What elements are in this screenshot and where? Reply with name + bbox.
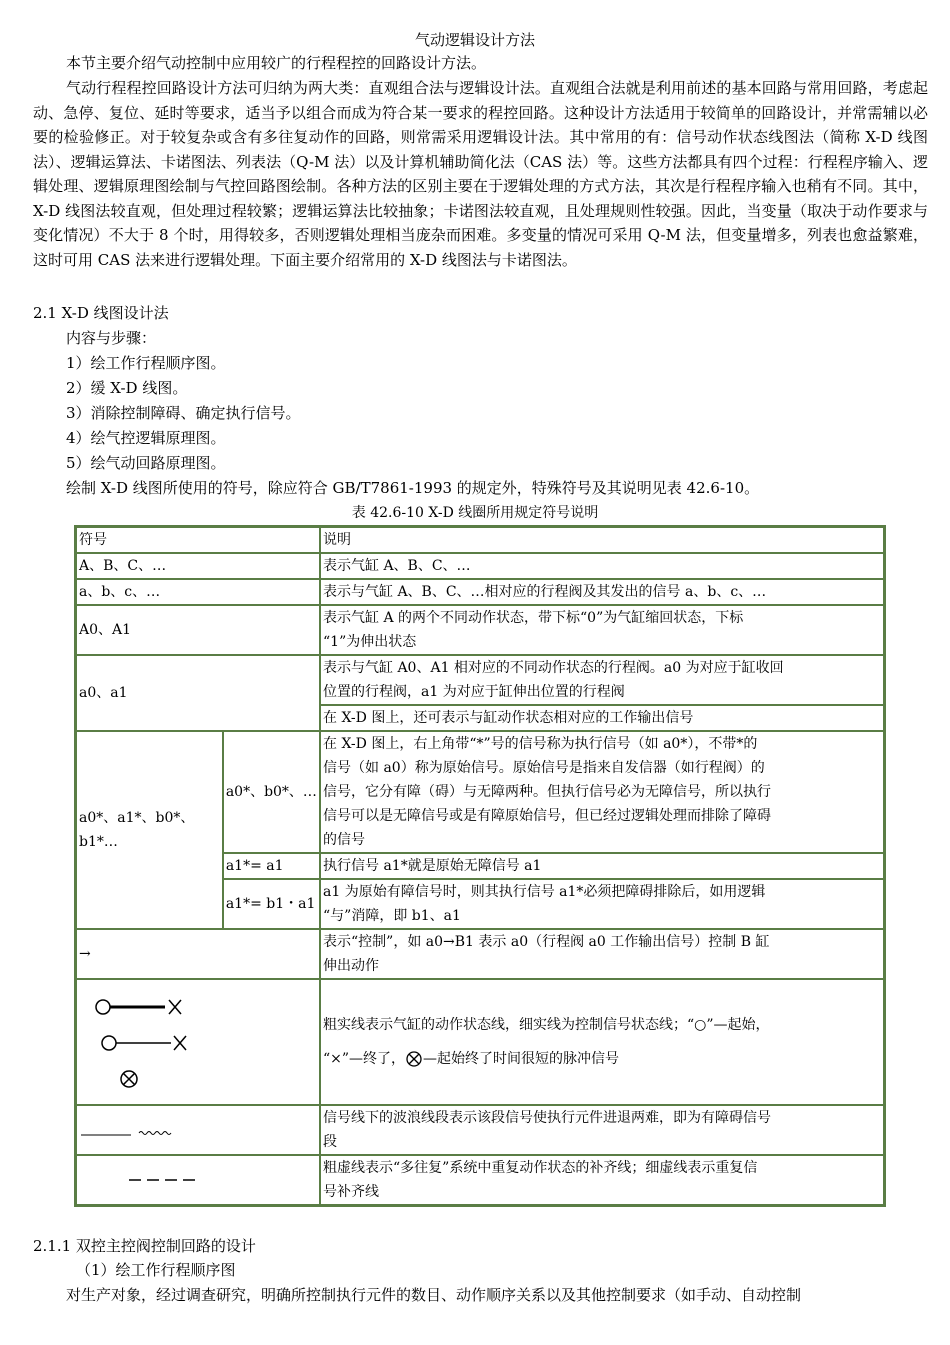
symbol-line: a0*、a1*、b0*、	[79, 810, 195, 826]
step-item: 5）绘气动回路原理图。	[66, 454, 226, 472]
description-line: 段	[323, 1134, 337, 1150]
description-line: a1 为原始有障信号时，则其执行信号 a1*必须把障碍排除后，如用逻辑	[323, 884, 766, 900]
description-line: 的信号	[323, 832, 365, 848]
description-line: 信号线下的波浪线段表示该段信号使执行元件进退两难，即为有障碍信号	[323, 1110, 771, 1126]
body-paragraph: 气动行程程控回路设计方法可归纳为两大类：直观组合法与逻辑设计法。直观组合法就是利用前述的基本回路与常用回路，考虑起动、急停、复位、延时等要求，适当予以组合而成为符合某一要求的程控回路。这种设计方法适用于较简单的回路设计，并常需辅以必要的检验修正。对于较复杂或含有多往复动作的回路，则常需采用逻辑设计法。其中常用的有：信号动作状态线图法（简称 X-D 线图法）、逻辑运算法、卡诺图法、列表法（Q-M 法）以及计算机辅助简化法（CAS 法）等。这些方法都具有四个过程：行程程序输入、逻辑处理、逻辑原理图绘制与气控回路图绘制。各种方法的区别主要在于逻辑处理的方式方法，其次是行程程序输入也稍有不同。其中，X-D 线图法较直观，但处理过程较繁；逻辑运算法比较抽象；卡诺图法较直观，且处理规则性较强。因此，当变量（取决于动作要求与变化情况）不大于 8 个时，用得较多，否则逻辑处理相当庞杂而困难。多变量的情况可采用 Q-M 法，但变量增多，列表也愈益繁难，这时可用 CAS 法来进行逻辑处理。下面主要介绍常用的 X-D 线图法与卡诺图法。	[33, 79, 928, 269]
symbol-cell: →	[76, 929, 320, 979]
description-cell: 执行信号 a1*就是原始无障信号 a1	[320, 853, 884, 879]
table-row	[76, 655, 884, 705]
description-cell: 在 X-D 图上，还可表示与缸动作状态相对应的工作输出信号	[320, 705, 884, 731]
last-paragraph-line: 对生产对象，经过调查研究，明确所控制执行元件的数目、动作顺序关系以及其他控制要求（如手动、自动控制	[66, 1286, 802, 1304]
header-symbol: 符号	[76, 527, 320, 553]
symbol-cell	[76, 979, 320, 1105]
sub-symbol-cell: a1*= b1・a1	[223, 879, 320, 929]
description-line: 信号可以是无障信号或是有障原始信号，但已经过逻辑处理而排除了障碍	[323, 808, 771, 824]
description-line	[323, 1047, 881, 1071]
description-cell	[320, 605, 884, 655]
step-item: 1）绘工作行程顺序图。	[66, 354, 226, 372]
description-line: 表示气缸 A 的两个不同动作状态，带下标“0”为气缸缩回状态，下标	[323, 610, 744, 626]
description-line: 表示“控制”，如 a0→B1 表示 a0（行程阀 a0 工作输出信号）控制 B 缸	[323, 934, 770, 950]
description-line: 粗虚线表示“多往复”系统中重复动作状态的补齐线；细虚线表示重复信	[323, 1160, 758, 1176]
description-cell	[320, 929, 884, 979]
description-line: 在 X-D 图上，右上角带“*”号的信号称为执行信号（如 a0*），不带*的	[323, 736, 758, 752]
intro-paragraph: 本节主要介绍气动控制中应用较广的行程程控的回路设计方法。	[66, 54, 487, 72]
step-item: 4）绘气控逻辑原理图。	[66, 429, 226, 447]
section-heading: 2.1 X-D 线图设计法	[33, 304, 169, 322]
step-item: 3）消除控制障碍、确定执行信号。	[66, 404, 301, 422]
description-line: 号补齐线	[323, 1184, 379, 1200]
symbol-note: 绘制 X-D 线图所使用的符号，除应符合 GB/T7861-1993 的规定外，特殊符号及其说明见表 42.6-10。	[66, 479, 760, 497]
description-line: “与”消障，即 b1、a1	[323, 908, 461, 924]
description-cell	[320, 731, 884, 853]
symbol-cell	[76, 1155, 320, 1205]
wavy-line-symbol	[79, 1120, 199, 1140]
sub-section-heading: 2.1.1 双控主控阀控制回路的设计	[33, 1237, 256, 1255]
description-cell	[320, 979, 884, 1105]
description-line: 信号（如 a0）称为原始信号。原始信号是指来自发信器（如行程阀）的	[323, 760, 765, 776]
pulse-signal-icon	[405, 1050, 423, 1068]
symbol-cell: a0、a1	[76, 655, 320, 731]
table-header-row	[76, 527, 884, 553]
description-line: 伸出动作	[323, 958, 379, 974]
state-line-symbols	[79, 987, 199, 1097]
table-row	[76, 979, 884, 1105]
step-item: 2）缓 X-D 线图。	[66, 379, 188, 397]
description-line: 粗实线表示气缸的动作状态线，细实线为控制信号状态线；“○”—起始，	[323, 1017, 770, 1033]
symbol-cell	[76, 1105, 320, 1155]
header-description: 说明	[320, 527, 884, 553]
table-row	[76, 605, 884, 655]
table-row	[76, 929, 884, 979]
table-row	[76, 1155, 884, 1205]
description-cell: 表示与气缸 A、B、C、…相对应的行程阀及其发出的信号 a、b、c、…	[320, 579, 884, 605]
page-title: 气动逻辑设计方法	[414, 31, 535, 49]
description-line: 信号，它分有障（碍）与无障两种。但执行信号必为无障信号，所以执行	[323, 784, 771, 800]
description-cell	[320, 1105, 884, 1155]
table-caption: 表 42.6-10 X-D 线圈所用规定符号说明	[351, 505, 599, 521]
sub-symbol-cell: a0*、b0*、…	[223, 731, 320, 853]
symbol-cell: A0、A1	[76, 605, 320, 655]
pulse-text: —起始终了时间很短的脉冲信号	[423, 1051, 620, 1067]
description-line: 位置的行程阀，a1 为对应于缸伸出位置的行程阀	[323, 684, 625, 700]
table-row	[76, 579, 884, 605]
description-line: “1”为伸出状态	[323, 634, 417, 650]
symbol-line: b1*…	[79, 834, 118, 850]
description-cell: 表示气缸 A、B、C、…	[320, 553, 884, 579]
symbol-cell: A、B、C、…	[76, 553, 320, 579]
steps-heading: 内容与步骤：	[66, 329, 157, 347]
description-line: 表示与气缸 A0、A1 相对应的不同动作状态的行程阀。a0 为对应于缸收回	[323, 660, 784, 676]
symbol-cell	[76, 731, 223, 929]
symbol-cell: a、b、c、…	[76, 579, 320, 605]
symbol-table	[74, 525, 886, 1207]
description-cell	[320, 655, 884, 705]
dashed-line-symbol	[79, 1170, 219, 1190]
description-cell	[320, 879, 884, 929]
description-cell	[320, 1155, 884, 1205]
end-mark-text: “×”—终了，	[323, 1051, 406, 1067]
sub-item-heading: （1）绘工作行程顺序图	[76, 1261, 236, 1279]
table-row	[76, 1105, 884, 1155]
table-row	[76, 553, 884, 579]
table-row	[76, 731, 884, 853]
sub-symbol-cell: a1*= a1	[223, 853, 320, 879]
